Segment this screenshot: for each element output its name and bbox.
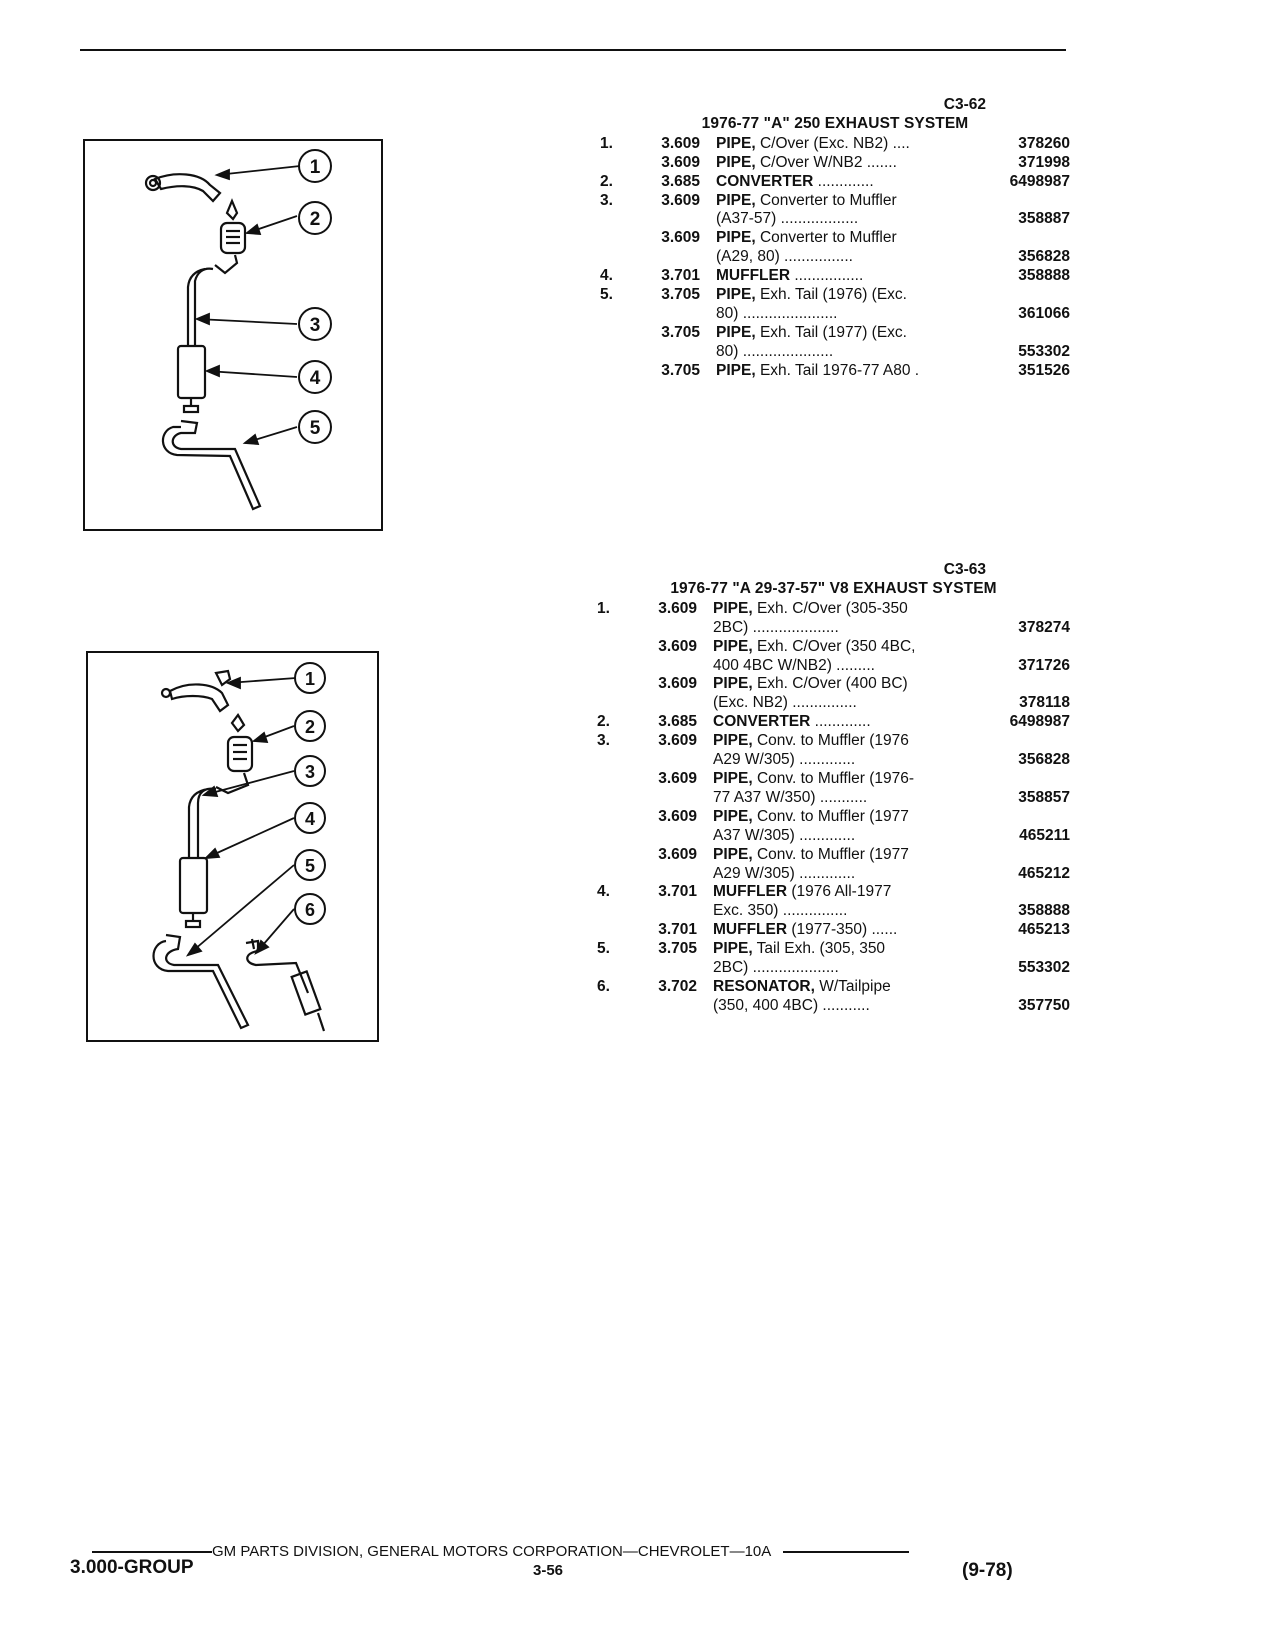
part-name: PIPE,	[713, 845, 753, 863]
group-number: 3.609	[661, 229, 700, 247]
part-description	[716, 154, 972, 173]
muffler-body	[178, 346, 205, 398]
group-number: 3.609	[658, 675, 697, 693]
description-line: (350, 400 4BC) ...........	[713, 996, 870, 1014]
part-description	[716, 324, 972, 362]
description-line: (A37-57) ..................	[716, 210, 859, 228]
part-row	[600, 324, 1070, 362]
description-line: .............	[814, 713, 871, 731]
footer-division-line	[92, 1543, 909, 1560]
part-number: 357750	[1018, 996, 1070, 1014]
description-line: ................	[794, 267, 864, 285]
part-row	[597, 883, 1070, 921]
callout-6: 6	[304, 900, 316, 920]
part-name: MUFFLER	[713, 883, 788, 901]
callout-5: 5	[304, 856, 316, 876]
footer-group: 3.000-GROUP	[70, 1557, 194, 1578]
part-name: PIPE,	[716, 229, 756, 247]
part-row	[597, 846, 1070, 884]
part-row	[597, 638, 1070, 676]
part-row	[600, 229, 1070, 267]
item-number: 2.	[597, 713, 610, 731]
part-number: 465212	[1018, 864, 1070, 882]
part-row	[600, 192, 1070, 230]
description-line: 2BC) ....................	[713, 959, 839, 977]
part-row	[597, 940, 1070, 978]
converter-shape	[227, 201, 237, 219]
parts-list	[600, 135, 1070, 381]
description-line: Exh. Tail (1976) (Exc.	[759, 286, 907, 304]
part-name: PIPE,	[716, 361, 756, 379]
section-code: C3-63	[943, 561, 986, 578]
group-number: 3.701	[658, 883, 697, 901]
tailpipe	[163, 421, 260, 509]
group-number: 3.609	[658, 845, 697, 863]
group-number: 3.701	[661, 267, 700, 285]
footer-page-number: 3-56	[533, 1562, 564, 1579]
description-line: Exh. Tail (1977) (Exc.	[759, 323, 907, 341]
description-line: (1976 All-1977	[791, 883, 892, 901]
part-name: PIPE,	[716, 134, 756, 152]
part-number: 465211	[1019, 826, 1070, 844]
part-name: CONVERTER	[713, 713, 811, 731]
description-line: C/Over W/NB2 .......	[759, 153, 897, 171]
part-row	[597, 713, 1070, 732]
part-name: PIPE,	[716, 191, 756, 209]
exhaust-diagram-v8	[86, 651, 379, 1042]
part-row	[597, 808, 1070, 846]
muffler-body	[180, 858, 207, 913]
crossover-pipe	[155, 174, 220, 201]
part-name: PIPE,	[713, 637, 753, 655]
part-description	[713, 846, 972, 884]
footer-date: (9-78)	[962, 1560, 1013, 1581]
item-number: 1.	[597, 599, 610, 617]
part-row	[600, 173, 1070, 192]
part-description	[716, 267, 972, 286]
item-number: 1.	[600, 134, 613, 152]
part-number: 553302	[1018, 342, 1070, 360]
part-name: PIPE,	[713, 732, 753, 750]
description-line: A29 W/305) .............	[713, 864, 856, 882]
item-number: 5.	[597, 940, 610, 958]
part-description	[713, 808, 972, 846]
group-number: 3.685	[658, 713, 697, 731]
group-number: 3.609	[658, 637, 697, 655]
parts-list	[597, 600, 1070, 1016]
part-description	[716, 173, 972, 192]
description-line: 400 4BC W/NB2) .........	[713, 656, 875, 674]
part-number: 378274	[1018, 618, 1070, 636]
part-name: MUFFLER	[713, 921, 788, 939]
section-title: 1976-77 "A 29-37-57" V8 EXHAUST SYSTEM	[670, 579, 997, 597]
description-line: Conv. to Muffler (1976-	[756, 769, 915, 787]
description-line: Conv. to Muffler (1977	[756, 845, 909, 863]
item-number: 5.	[600, 286, 613, 304]
footer-division: GM PARTS DIVISION, GENERAL MOTORS CORPORATION—CHEVROLET—10A	[212, 1543, 771, 1560]
section-code: C3-62	[943, 96, 986, 113]
exhaust-diagram-250	[83, 139, 383, 531]
resonator-pipe	[246, 939, 308, 993]
part-row	[597, 921, 1070, 940]
part-name: PIPE,	[713, 940, 753, 958]
callout-2: 2	[309, 209, 321, 230]
part-number: 358888	[1018, 267, 1070, 285]
group-number: 3.609	[658, 769, 697, 787]
item-number: 2.	[600, 172, 613, 190]
section-title: 1976-77 "A" 250 EXHAUST SYSTEM	[701, 114, 969, 132]
group-number: 3.702	[658, 977, 697, 995]
part-number: 553302	[1018, 959, 1070, 977]
description-line: Exh. C/Over (400 BC)	[756, 675, 908, 693]
converter-body	[228, 737, 252, 771]
group-number: 3.609	[661, 191, 700, 209]
callout-1: 1	[304, 669, 316, 689]
part-description	[713, 940, 972, 978]
part-name: PIPE,	[713, 769, 753, 787]
part-row	[600, 154, 1070, 173]
description-line: 77 A37 W/350) ...........	[713, 788, 868, 806]
part-name: PIPE,	[713, 807, 753, 825]
description-line: Converter to Muffler	[759, 191, 897, 209]
part-name: RESONATOR,	[713, 977, 815, 995]
part-row	[600, 267, 1070, 286]
group-number: 3.609	[661, 153, 700, 171]
description-line: .............	[817, 172, 874, 190]
part-description	[713, 921, 972, 940]
intermediate-pipe	[188, 269, 213, 346]
description-line: Conv. to Muffler (1977	[756, 807, 909, 825]
part-description	[713, 978, 972, 1016]
callout-3: 3	[304, 762, 316, 782]
intermediate-pipe	[189, 789, 216, 858]
part-number: 6498987	[1009, 172, 1070, 190]
description-line: (1977-350) ......	[791, 921, 898, 939]
group-number: 3.705	[661, 361, 700, 379]
part-number: 378260	[1018, 134, 1070, 152]
part-number: 6498987	[1009, 713, 1070, 731]
part-name: MUFFLER	[716, 267, 791, 285]
description-line: Exh. C/Over (305-350	[756, 599, 908, 617]
item-number: 4.	[600, 267, 613, 285]
callout-1: 1	[309, 157, 321, 178]
callout-3: 3	[309, 315, 321, 336]
callout-4: 4	[309, 368, 321, 389]
part-name: PIPE,	[716, 286, 756, 304]
description-line: (Exc. NB2) ...............	[713, 694, 857, 712]
tailpipe	[154, 935, 249, 1028]
part-description	[716, 229, 972, 267]
description-line: C/Over (Exc. NB2) ....	[759, 134, 910, 152]
group-number: 3.609	[658, 599, 697, 617]
description-line: W/Tailpipe	[819, 977, 891, 995]
part-number: 361066	[1018, 304, 1070, 322]
part-name: PIPE,	[713, 599, 753, 617]
callout-2: 2	[304, 717, 316, 737]
part-name: CONVERTER	[716, 172, 814, 190]
group-number: 3.701	[658, 921, 697, 939]
part-description	[713, 638, 972, 676]
group-number: 3.705	[658, 940, 697, 958]
crossover-pipe	[170, 684, 228, 711]
part-row	[600, 286, 1070, 324]
group-number: 3.705	[661, 323, 700, 341]
part-row	[597, 732, 1070, 770]
group-number: 3.685	[661, 172, 700, 190]
part-row	[597, 770, 1070, 808]
description-line: 80) ......................	[716, 304, 838, 322]
item-number: 4.	[597, 883, 610, 901]
description-line: 2BC) ....................	[713, 618, 839, 636]
top-rule	[80, 49, 1066, 51]
part-row	[600, 135, 1070, 154]
item-number: 3.	[600, 191, 613, 209]
part-row	[597, 978, 1070, 1016]
description-line: Converter to Muffler	[759, 229, 897, 247]
part-description	[716, 135, 972, 154]
item-number: 6.	[597, 977, 610, 995]
part-number: 351526	[1018, 361, 1070, 379]
description-line: (A29, 80) ................	[716, 248, 853, 266]
group-number: 3.609	[658, 732, 697, 750]
part-description	[713, 883, 972, 921]
description-line: A37 W/305) .............	[713, 826, 856, 844]
part-number: 358857	[1018, 788, 1070, 806]
part-number: 358888	[1018, 902, 1070, 920]
description-line: A29 W/305) .............	[713, 751, 856, 769]
group-number: 3.705	[661, 286, 700, 304]
part-number: 378118	[1019, 694, 1070, 712]
callout-5: 5	[309, 418, 321, 439]
description-line: Exh. C/Over (350 4BC,	[756, 637, 916, 655]
part-description	[713, 675, 972, 713]
part-description	[716, 192, 972, 230]
section-c3-62	[600, 96, 1070, 381]
section-c3-63	[597, 561, 1070, 1016]
callout-4: 4	[304, 809, 316, 829]
part-number: 465213	[1018, 921, 1070, 939]
resonator-body	[292, 971, 321, 1014]
part-number: 356828	[1018, 248, 1070, 266]
part-description	[713, 732, 972, 770]
part-name: PIPE,	[716, 153, 756, 171]
description-line: 80) .....................	[716, 342, 834, 360]
item-number: 3.	[597, 732, 610, 750]
part-name: PIPE,	[713, 675, 753, 693]
part-name: PIPE,	[716, 323, 756, 341]
part-description	[713, 600, 972, 638]
description-line: Tail Exh. (305, 350	[756, 940, 886, 958]
part-description	[716, 362, 972, 381]
description-line: Exc. 350) ...............	[713, 902, 848, 920]
group-number: 3.609	[658, 807, 697, 825]
part-description	[713, 770, 972, 808]
part-number: 371998	[1018, 153, 1070, 171]
description-line: Conv. to Muffler (1976	[756, 732, 909, 750]
part-row	[600, 362, 1070, 381]
group-number: 3.609	[661, 134, 700, 152]
description-line: Exh. Tail 1976-77 A80 .	[759, 361, 920, 379]
part-row	[597, 600, 1070, 638]
part-number: 358887	[1018, 210, 1070, 228]
part-row	[597, 675, 1070, 713]
part-number: 371726	[1018, 656, 1070, 674]
part-description	[716, 286, 972, 324]
part-number: 356828	[1018, 751, 1070, 769]
part-description	[713, 713, 972, 732]
